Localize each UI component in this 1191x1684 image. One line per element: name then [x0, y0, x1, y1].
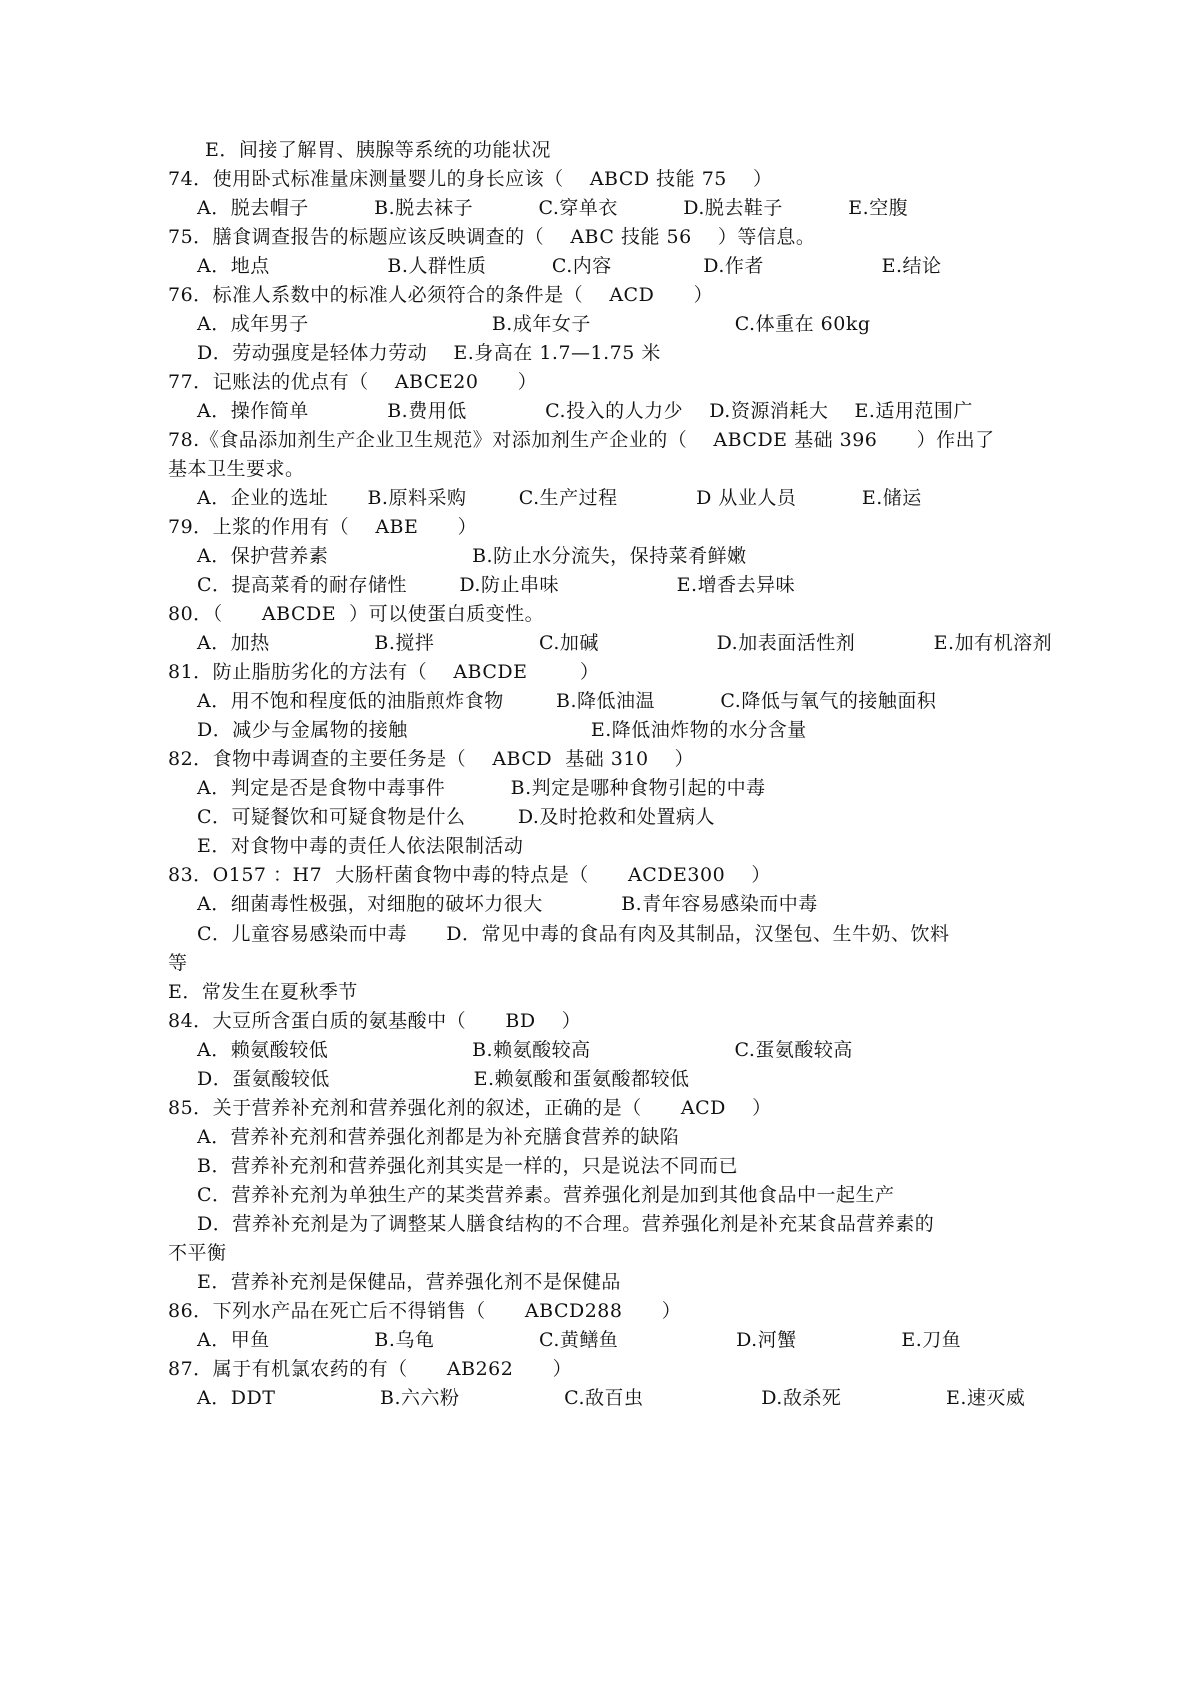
line-10: 78.《食品添加剂生产企业卫生规范》对添加剂生产企业的（ ABCDE 基础 396 ）作出了 — [168, 429, 995, 451]
line-41: A．甲鱼 B.乌龟 C.黄鳝鱼 D.河蟹 E.刀鱼 — [197, 1329, 962, 1351]
line-27: C．儿童容易感染而中毒 D．常见中毒的食品有肉及其制品，汉堡包、生牛奶、饮料 — [197, 923, 950, 945]
line-26: A．细菌毒性极强，对细胞的破坏力很大 B.青年容易感染而中毒 — [197, 893, 818, 915]
line-31: A．赖氨酸较低 B.赖氨酸较高 C.蛋氨酸较高 — [197, 1039, 853, 1061]
line-29: E．常发生在夏秋季节 — [168, 981, 358, 1003]
line-30: 84．大豆所含蛋白质的氨基酸中（ BD ） — [168, 1010, 582, 1032]
line-20: D．减少与金属物的接触 E.降低油炸物的水分含量 — [197, 719, 807, 741]
line-25: 83．O157 ：H7 大肠杆菌食物中毒的特点是（ ACDE300 ） — [168, 864, 771, 886]
line-40: 86．下列水产品在死亡后不得销售（ ABCD288 ） — [168, 1300, 682, 1322]
line-1: 74．使用卧式标准量床测量婴儿的身长应该（ ABCD 技能 75 ） — [168, 168, 773, 190]
line-6: A．成年男子 B.成年女子 C.体重在 60kg — [197, 313, 871, 335]
line-11: 基本卫生要求。 — [168, 458, 305, 480]
line-13: 79．上浆的作用有（ ABE ） — [168, 516, 478, 538]
line-34: A．营养补充剂和营养强化剂都是为补充膳食营养的缺陷 — [197, 1126, 680, 1148]
line-9: A．操作简单 B.费用低 C.投入的人力少 D.资源消耗大 E.适用范围广 — [197, 400, 973, 422]
line-12: A．企业的选址 B.原料采购 C.生产过程 D 从业人员 E.储运 — [197, 487, 922, 509]
line-4: A．地点 B.人群性质 C.内容 D.作者 E.结论 — [197, 255, 942, 277]
line-14: A．保护营养素 B.防止水分流失，保持菜肴鲜嫩 — [197, 545, 747, 567]
line-15: C．提高菜肴的耐存储性 D.防止串味 E.增香去异味 — [197, 574, 796, 596]
line-32: D．蛋氨酸较低 E.赖氨酸和蛋氨酸都较低 — [197, 1068, 690, 1090]
line-16: 80．（ ABCDE ）可以使蛋白质变性。 — [168, 603, 545, 625]
line-8: 77．记账法的优点有（ ABCE20 ） — [168, 371, 538, 393]
line-5: 76．标准人系数中的标准人必须符合的条件是（ ACD ） — [168, 284, 714, 306]
line-3: 75．膳食调查报告的标题应该反映调查的（ ABC 技能 56 ）等信息。 — [168, 226, 816, 248]
line-23: C．可疑餐饮和可疑食物是什么 D.及时抢救和处置病人 — [197, 806, 715, 828]
line-17: A．加热 B.搅拌 C.加碱 D.加表面活性剂 E.加有机溶剂 — [197, 632, 1053, 654]
line-21: 82．食物中毒调查的主要任务是（ ABCD 基础 310 ） — [168, 748, 695, 770]
line-37: D．营养补充剂是为了调整某人膳食结构的不合理。营养强化剂是补充某食品营养素的 — [197, 1213, 935, 1235]
line-2: A．脱去帽子 B.脱去袜子 C.穿单衣 D.脱去鞋子 E.空腹 — [197, 197, 909, 219]
line-28: 等 — [168, 952, 188, 974]
line-19: A．用不饱和程度低的油脂煎炸食物 B.降低油温 C.降低与氧气的接触面积 — [197, 690, 937, 712]
line-43: A．DDT B.六六粉 C.敌百虫 D.敌杀死 E.速灭威 — [197, 1387, 1026, 1409]
line-18: 81．防止脂肪劣化的方法有（ ABCDE ） — [168, 661, 600, 683]
line-39: E．营养补充剂是保健品，营养强化剂不是保健品 — [197, 1271, 621, 1293]
line-7: D．劳动强度是轻体力劳动 E.身高在 1.7—1.75 米 — [197, 342, 661, 364]
line-24: E．对食物中毒的责任人依法限制活动 — [197, 835, 524, 857]
line-36: C．营养补充剂为单独生产的某类营养素。营养强化剂是加到其他食品中一起生产 — [197, 1184, 895, 1206]
line-42: 87．属于有机氯农药的有（ AB262 ） — [168, 1358, 573, 1380]
line-22: A．判定是否是食物中毒事件 B.判定是哪种食物引起的中毒 — [197, 777, 766, 799]
line-35: B．营养补充剂和营养强化剂其实是一样的，只是说法不同而已 — [197, 1155, 738, 1177]
line-38: 不平衡 — [168, 1242, 227, 1264]
line-0: E．间接了解胃、胰腺等系统的功能状况 — [205, 139, 551, 161]
line-33: 85．关于营养补充剂和营养强化剂的叙述，正确的是（ ACD ） — [168, 1097, 772, 1119]
